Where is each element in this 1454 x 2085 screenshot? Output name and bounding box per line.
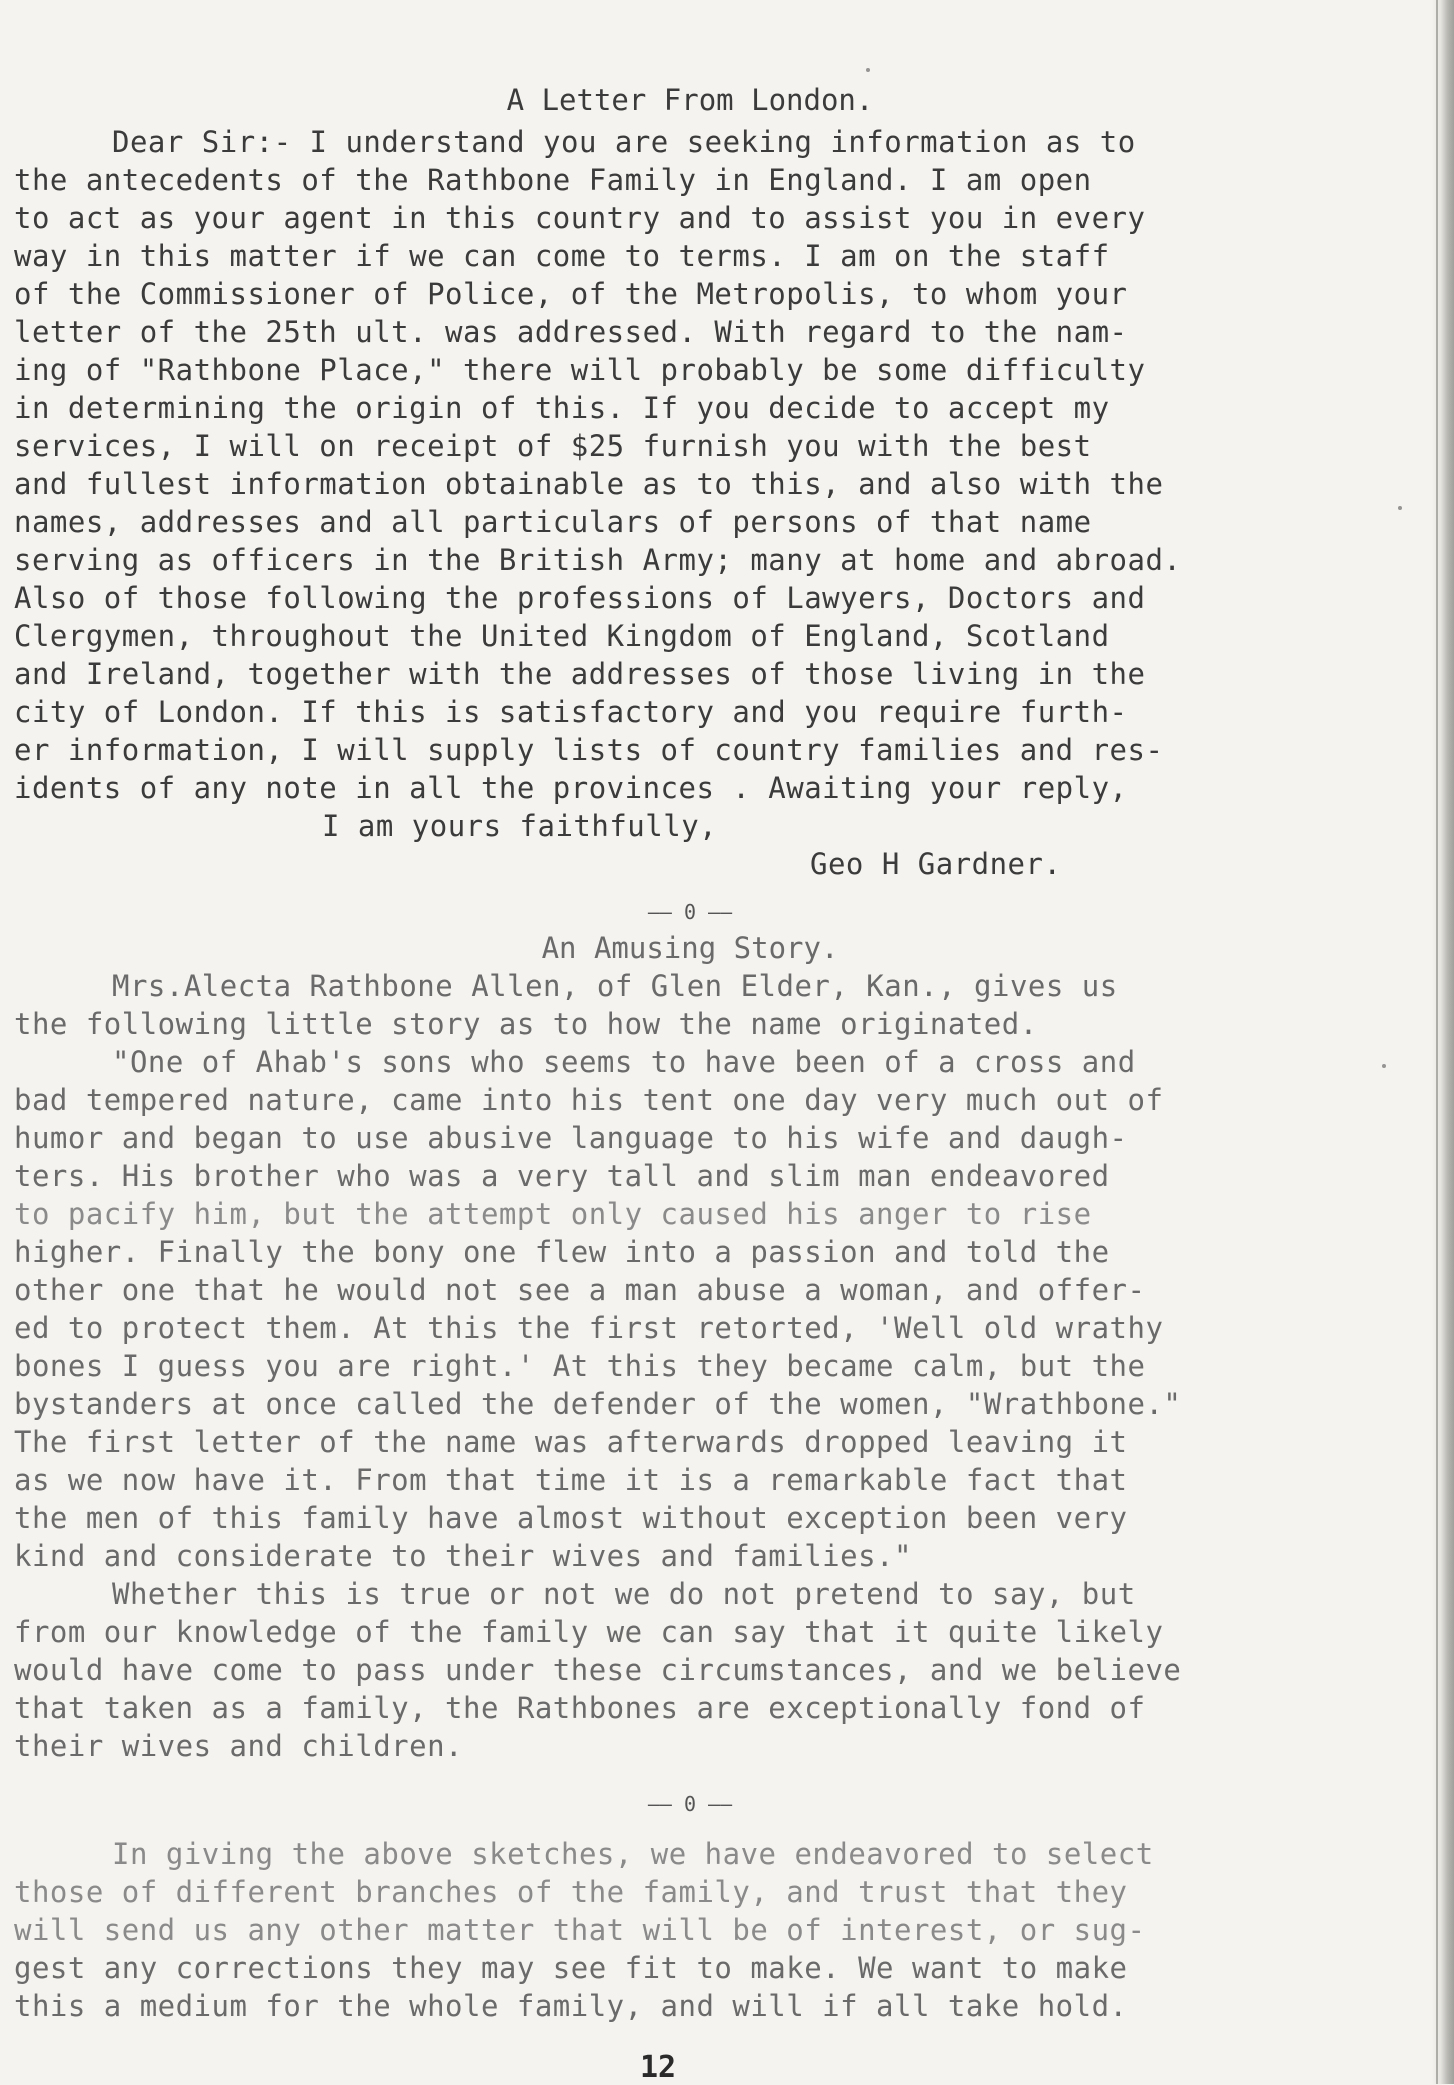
closing-note-line: will send us any other matter that will be of interest, or sug- — [14, 1913, 1146, 1947]
story-line: higher. Finally the bony one flew into a passion and told the — [14, 1235, 1110, 1269]
ink-speck — [866, 68, 870, 72]
story-line: ed to protect them. At this the first retorted, 'Well old wrathy — [14, 1311, 1164, 1345]
story-line: kind and considerate to their wives and families." — [14, 1539, 912, 1573]
section-separator: —— 0 —— — [647, 1792, 733, 1816]
letter-line: of the Commissioner of Police, of the Metropolis, to whom your — [14, 277, 1128, 311]
story-line: as we now have it. From that time it is a remarkable fact that — [14, 1463, 1128, 1497]
story-line: their wives and children. — [14, 1729, 463, 1763]
letter-line: er information, I will supply lists of country families and res- — [14, 733, 1164, 767]
story-line: ters. His brother who was a very tall and slim man endeavored — [14, 1159, 1110, 1193]
letter-closing: I am yours faithfully, — [322, 809, 718, 843]
ink-speck — [1398, 506, 1402, 510]
letter-title: A Letter From London. — [506, 83, 874, 117]
letter-line: names, addresses and all particulars of persons of that name — [14, 505, 1092, 539]
closing-note-line: In giving the above sketches, we have endeavored to select — [112, 1837, 1154, 1871]
story-line: bones I guess you are right.' At this they became calm, but the — [14, 1349, 1146, 1383]
letter-line: Clergymen, throughout the United Kingdom of England, Scotland — [14, 619, 1110, 653]
ink-speck — [1382, 1064, 1386, 1068]
letter-line: to act as your agent in this country and to assist you in every — [14, 201, 1146, 235]
story-title: An Amusing Story. — [541, 931, 839, 965]
closing-note-line: those of different branches of the family, and trust that they — [14, 1875, 1128, 1909]
story-line: the men of this family have almost without exception been very — [14, 1501, 1128, 1535]
story-line: The first letter of the name was afterwards dropped leaving it — [14, 1425, 1128, 1459]
letter-line: serving as officers in the British Army; many at home and abroad. — [14, 543, 1182, 577]
letter-signature: Geo H Gardner. — [810, 847, 1062, 881]
story-line: to pacify him, but the attempt only caused his anger to rise — [14, 1197, 1092, 1231]
letter-line: city of London. If this is satisfactory and you require furth- — [14, 695, 1128, 729]
story-line: would have come to pass under these circumstances, and we believe — [14, 1653, 1182, 1687]
story-line: Mrs.Alecta Rathbone Allen, of Glen Elder, Kan., gives us — [112, 969, 1118, 1003]
letter-line: Also of those following the professions of Lawyers, Doctors and — [14, 581, 1146, 615]
story-line: that taken as a family, the Rathbones are exceptionally fond of — [14, 1691, 1146, 1725]
story-line: other one that he would not see a man abuse a woman, and offer- — [14, 1273, 1146, 1307]
letter-line: letter of the 25th ult. was addressed. With regard to the nam- — [14, 315, 1128, 349]
letter-line: the antecedents of the Rathbone Family in England. I am open — [14, 163, 1092, 197]
closing-note-line: this a medium for the whole family, and will if all take hold. — [14, 1989, 1128, 2023]
letter-line: idents of any note in all the provinces . Awaiting your reply, — [14, 771, 1128, 805]
letter-line: way in this matter if we can come to terms. I am on the staff — [14, 239, 1110, 273]
letter-line: and fullest information obtainable as to this, and also with the — [14, 467, 1164, 501]
story-line: bad tempered nature, came into his tent one day very much out of — [14, 1083, 1164, 1117]
story-line: bystanders at once called the defender of the women, "Wrathbone." — [14, 1387, 1182, 1421]
section-separator: —— 0 —— — [647, 900, 733, 924]
page-number: 12 — [640, 2050, 677, 2085]
story-line: the following little story as to how the name originated. — [14, 1007, 1038, 1041]
story-line: humor and began to use abusive language to his wife and daugh- — [14, 1121, 1128, 1155]
page-binding-line — [1436, 0, 1438, 2084]
story-line: from our knowledge of the family we can say that it quite likely — [14, 1615, 1164, 1649]
story-line: "One of Ahab's sons who seems to have been of a cross and — [112, 1045, 1136, 1079]
letter-line: in determining the origin of this. If you decide to accept my — [14, 391, 1110, 425]
letter-line: Dear Sir:- I understand you are seeking information as to — [112, 125, 1136, 159]
closing-note-line: gest any corrections they may see fit to make. We want to make — [14, 1951, 1128, 1985]
story-line: Whether this is true or not we do not pretend to say, but — [112, 1577, 1136, 1611]
letter-line: services, I will on receipt of $25 furnish you with the best — [14, 429, 1092, 463]
letter-line: ing of "Rathbone Place," there will probably be some difficulty — [14, 353, 1146, 387]
letter-line: and Ireland, together with the addresses of those living in the — [14, 657, 1146, 691]
